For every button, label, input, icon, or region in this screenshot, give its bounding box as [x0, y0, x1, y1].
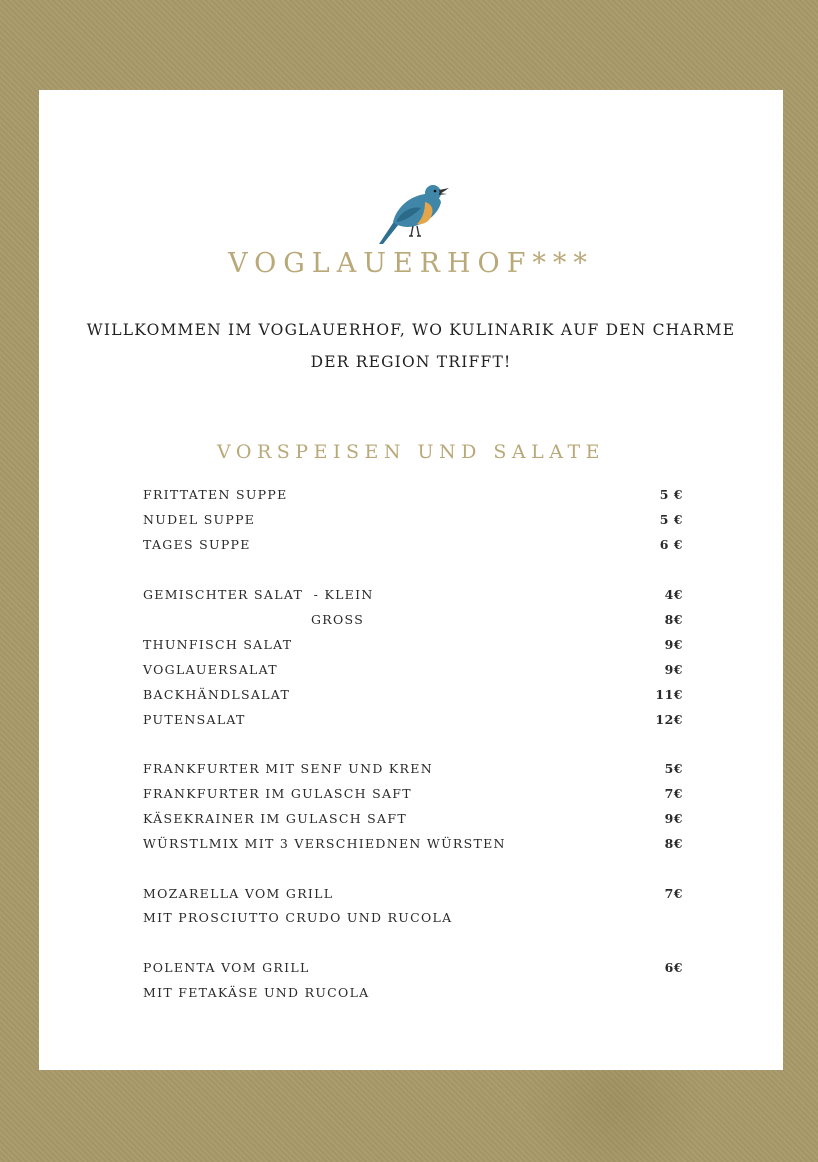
menu-item	[143, 836, 683, 856]
menu-item	[143, 960, 683, 980]
menu-item	[143, 487, 683, 507]
menu-item	[143, 985, 683, 1005]
menu-item-name: FRITTATEN SUPPE	[143, 487, 288, 502]
menu-item-price: 8€	[664, 612, 683, 627]
menu-item-name: MOZARELLA VOM GRILL	[143, 886, 334, 901]
section-title: VORSPEISEN UND SALATE	[217, 441, 605, 463]
menu-item-name: BACKHÄNDLSALAT	[143, 687, 291, 702]
menu-item	[143, 786, 683, 806]
menu-item	[143, 587, 683, 607]
menu-item-price: 5 €	[659, 512, 683, 527]
menu-item-name: THUNFISCH SALAT	[143, 637, 293, 652]
menu-item-name: NUDEL SUPPE	[143, 512, 256, 527]
menu-item	[143, 637, 683, 657]
menu-item	[143, 886, 683, 906]
menu-item-price: 4€	[664, 587, 683, 602]
menu-page	[39, 90, 783, 1070]
menu-item-name: FRANKFURTER MIT SENF UND KREN	[143, 761, 433, 776]
menu-item-price: 7€	[664, 886, 683, 901]
menu-item-name: PUTENSALAT	[143, 712, 246, 727]
menu-item-name: WÜRSTLMIX MIT 3 VERSCHIEDNEN WÜRSTEN	[143, 836, 506, 851]
menu-item	[143, 761, 683, 781]
menu-item-name: TAGES SUPPE	[143, 537, 251, 552]
menu-item-price: 11€	[655, 687, 683, 702]
welcome-line-1: WILLKOMMEN IM VOGLAUERHOF, WO KULINARIK AUF DEN CHARME	[86, 321, 736, 339]
menu-item-price: 7€	[664, 786, 683, 801]
menu-item-price: 5 €	[659, 487, 683, 502]
menu-item	[143, 712, 683, 732]
menu-item-name: GEMISCHTER SALAT - KLEIN	[143, 587, 374, 602]
welcome-line-2: DER REGION TRIFFT!	[310, 353, 512, 371]
menu-item-price: 9€	[664, 637, 683, 652]
bluebird-icon	[373, 182, 449, 246]
menu-item-price: 9€	[664, 662, 683, 677]
menu-item-name: GROSS	[311, 612, 365, 627]
menu-item-price: 6€	[664, 960, 683, 975]
menu-item	[143, 537, 683, 557]
menu-item	[143, 662, 683, 682]
menu-item	[143, 687, 683, 707]
menu-item	[143, 910, 683, 930]
brand-title: VOGLAUERHOF***	[228, 248, 594, 279]
menu-item-name: VOGLAUERSALAT	[143, 662, 278, 677]
menu-item-price: 9€	[664, 811, 683, 826]
menu-item-name: POLENTA VOM GRILL	[143, 960, 310, 975]
menu-item-price: 12€	[655, 712, 683, 727]
menu-item-name: KÄSEKRAINER IM GULASCH SAFT	[143, 811, 407, 826]
welcome-message	[69, 314, 753, 378]
menu-item	[143, 512, 683, 532]
menu-item-price: 5€	[664, 761, 683, 776]
menu-item-price: 6 €	[659, 537, 683, 552]
menu-item-name: FRANKFURTER IM GULASCH SAFT	[143, 786, 412, 801]
menu-item	[143, 612, 683, 632]
menu-item-price: 8€	[664, 836, 683, 851]
menu-item-name: MIT FETAKÄSE UND RUCOLA	[143, 985, 370, 1000]
menu-item-name: MIT PROSCIUTTO CRUDO UND RUCOLA	[143, 910, 453, 925]
menu-item	[143, 811, 683, 831]
